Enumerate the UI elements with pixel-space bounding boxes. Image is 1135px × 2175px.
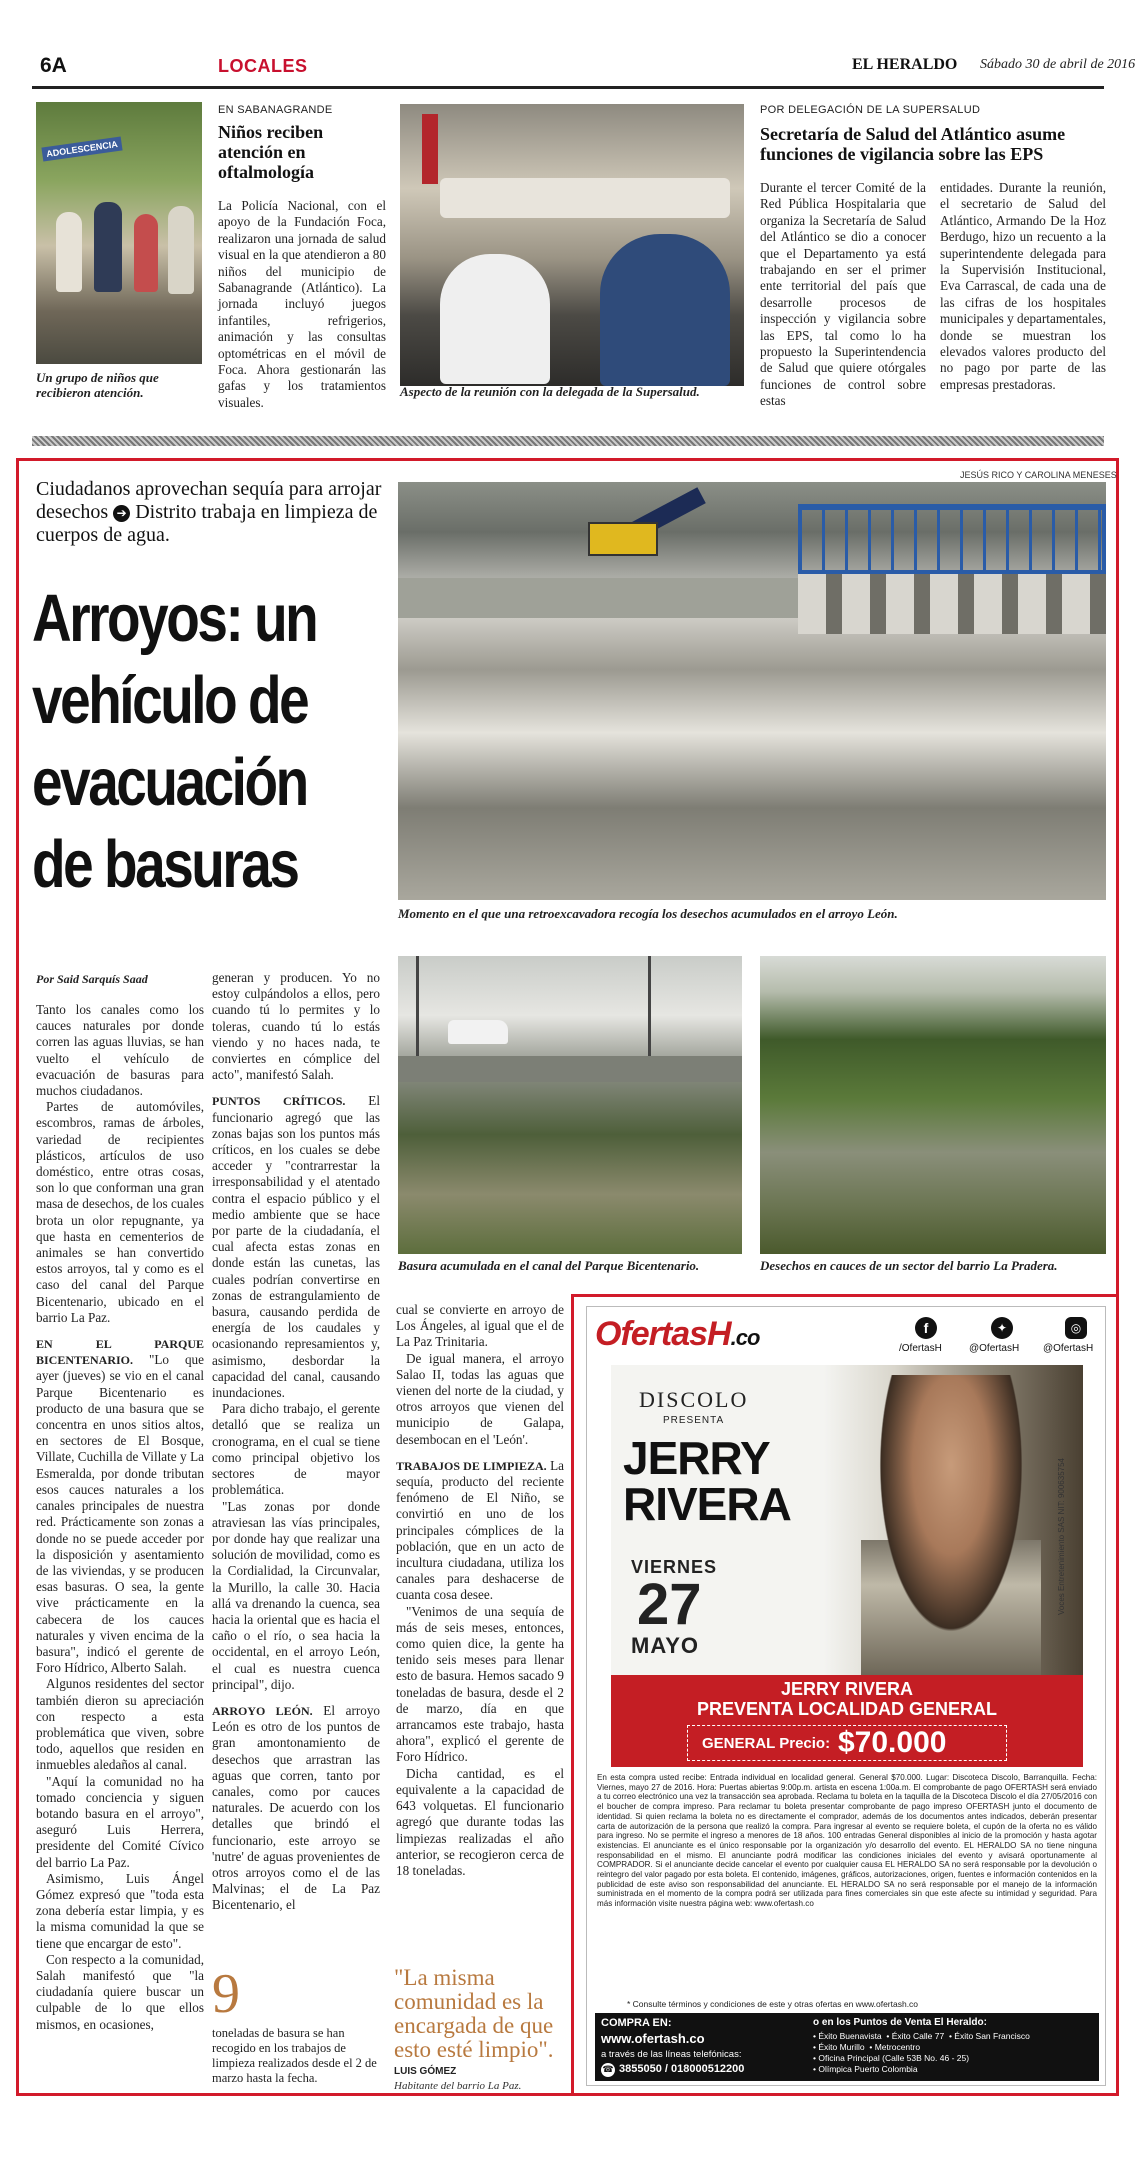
points-list xyxy=(813,2031,1093,2075)
quote-role: Habitante del barrio La Paz. xyxy=(394,2080,522,2092)
point-of-sale: • Éxito San Francisco xyxy=(948,2031,1030,2041)
paragraph xyxy=(396,1458,564,1604)
arrow-right-icon: ➔ xyxy=(113,505,130,522)
red-flag xyxy=(422,114,438,184)
utility-pole xyxy=(416,956,419,1056)
paragraph: Con respecto a la comunidad, Salah manifestó que "la ciudadanía quiere buscar un culpable de lo que ellos mismos, en ocasiones, xyxy=(36,1951,204,2032)
paragraph: Partes de automóviles, escombros, ramas de árboles, variedad de recipientes plásticos, artículos de uso doméstico, entre otras cosas, son lo que conforman una gran masa de desechos, de los cuales brota un olor repugnante, ya que hasta en cementerios de animales se han convertido estos arroyos, tal y como es el caso del canal del Parque Bicentenario, ubicado en el barrio La Paz. xyxy=(36,1099,204,1325)
artist-portrait xyxy=(861,1375,1041,1675)
phone-label: a través de las líneas telefónicas: xyxy=(601,2049,742,2060)
subhead: TRABAJOS DE LIMPIEZA. xyxy=(396,1458,547,1473)
article-column-2 xyxy=(212,970,380,1914)
paragraph xyxy=(36,1336,204,1676)
stat-text: toneladas de basura se han recogido en los trabajos de limpieza realizados desde el 2 de marzo hasta la fecha. xyxy=(212,2026,377,2085)
ofertash-ad[interactable] xyxy=(586,1306,1106,2086)
concrete-piers xyxy=(798,574,1106,634)
paragraph: "Las zonas por donde atraviesan las vías principales, por donde hay que realizar una solución de movilidad, como es la Cordialidad, la Circunvalar, la Murillo, la calle 30. Hacia allá va drenando la cuenca, sea hacia la oriental que es hacia el caño o el río, o sea hacia la occidental, en el arroyo León, el cual es nuestra cuenca principal", dijo. xyxy=(212,1498,380,1692)
paragraph: "Aquí la comunidad no ha tomado conciencia y siguen botando basura en el arroyo", aseguró Luis Herrera, presidente del Comité Cívico del barrio La Paz. xyxy=(36,1773,204,1870)
banner-artist: JERRY RIVERA xyxy=(780,1679,914,1699)
phone-icon: ☎ xyxy=(602,2065,614,2075)
paragraph: generan y producen. Yo no estoy culpándolos a ellos, pero cuando tú lo permites y lo toleras, cuando tú lo estás viendo y no haces nada, te conviertes en cómplice del acto", manifestó Salah. xyxy=(212,970,380,1083)
issue-date: Sábado 30 de abril de 2016 xyxy=(980,57,1135,72)
price-box xyxy=(687,1725,1007,1761)
paragraph xyxy=(212,1703,380,1914)
price-banner xyxy=(611,1675,1083,1767)
paragraph-text: El arroyo León es otro de los puntos de gran amontonamiento de desechos que arrastran las aguas que corren, tanto por canales, como por cauces naturales. De acuerdo con los detalles que brindó el funcionario, este arroyo se 'nutre' de aguas provenientes de otros arroyos como el de las Malvinas; el de La Paz Bicentenario, el xyxy=(212,1702,381,1913)
subhead: EN EL PARQUE BICENTENARIO. xyxy=(36,1337,204,1368)
person-white-shirt xyxy=(440,254,550,384)
paragraph: Para dicho trabajo, el gerente detalló que se realiza un cronograma, en el cual se tiene como principal objetivo los sectores de mayor problemática. xyxy=(212,1401,380,1498)
poster xyxy=(611,1365,1083,1675)
brief2-headline: Secretaría de Salud del Atlántico asume funciones de vigilancia sobre las EPS xyxy=(760,124,1066,164)
article-deck xyxy=(36,478,386,547)
quote-author: LUIS GÓMEZ xyxy=(394,2066,457,2077)
point-of-sale: • Metrocentro xyxy=(869,2042,921,2052)
brief1-body: La Policía Nacional, con el apoyo de la Fundación Foca, realizaron una jornada de salud visual en la que atendieron a 80 niños del municipio de Sabanagrande (Atlántico). La jornada incluyó juegos infantiles, refrigerios, animación y las consultas optométricas en el móvil de Foca. Ahora gestionarán las gafas y los tratamientos visuales. xyxy=(218,198,386,410)
deck-part2: Distrito trabaja en limpieza de cuerpos de agua. xyxy=(36,501,378,546)
price-value: $70.000 xyxy=(838,1726,947,1759)
canal-wall xyxy=(398,578,798,618)
excavator-photo-caption: Momento en el que una retroexcavadora recogía los desechos acumulados en el arroyo León. xyxy=(398,906,898,921)
point-of-sale: • Olímpica Puerto Colombia xyxy=(813,2064,918,2074)
paragraph: Algunos residentes del sector también dieron su apreciación con respecto a esta problemática que viven, sobre todo, aquellos que residen en inmuebles aledaños al canal. xyxy=(36,1676,204,1773)
price-label: GENERAL Precio: xyxy=(702,1735,831,1752)
paragraph: "Venimos de una sequía de más de seis meses, entonces, como quien dice, la gente ha tenido seis meses para llenar esto de basura. Hemos sacado 9 toneladas de basura, desde el 2 de marzo, día en que arrancamos este trabajo, hasta ahora", explicó el gerente de Foro Hídrico. xyxy=(396,1603,564,1765)
presenta-label: PRESENTA xyxy=(663,1415,725,1426)
brief2-col1: Durante el tercer Comité de la Red Pública Hospitalaria que organiza la Secretaría de Salud del Atlántico se dio a conocer que el Departamento ya está trabajando en ser el primer ente territorial del país que desarrolle procesos de inspección y vigilancia sobre las EPS, tal como lo ha propuesto la Superintendencia de Salud que quiere otórgales funciones de control sobre estas xyxy=(760,180,926,409)
artist-line-2: RIVERA xyxy=(623,1478,791,1530)
pull-quote: "La misma comunidad es la encargada de que esto esté limpio". xyxy=(394,1965,554,2062)
event-month: MAYO xyxy=(631,1633,699,1658)
paragraph: Tanto los canales como los cauces naturales por donde corren las aguas lluvias, se han vuelto el vehículo de evacuación de basuras para muchos ciudadanos. xyxy=(36,1002,204,1099)
ofertash-logo xyxy=(595,1315,759,1354)
point-of-sale: • Oficina Principal (Calle 53B No. 46 - 25) xyxy=(813,2053,970,2063)
terms-note: * Consulte términos y condiciones de este y otras ofertas en www.ofertash.co xyxy=(627,1999,919,2009)
phone-numbers[interactable]: 3855050 / 018000512200 xyxy=(619,2063,745,2075)
paragraph: cual se convierte en arroyo de Los Ángeles, al igual que el de La Paz Trinitaria. xyxy=(396,1302,564,1350)
kid-figure xyxy=(134,214,158,292)
brand-name: OfertasH xyxy=(595,1315,731,1353)
utility-pole xyxy=(648,956,651,1056)
byline: Por Said Sarquís Saad xyxy=(36,972,148,986)
fine-print: En esta compra usted recibe: Entrada individual en localidad general. General $70.000. Lugar: Discoteca Discolo, Barranquilla. Fecha: Viernes, mayo 27 de 2016. Hora: Puertas abiertas 9:00p.m. artista en escena 1:00a.m. El comprobante de pago OFERTASH será enviado a tu correo electrónico una vez la transacción sea aprobada. Reclama tu boleta en la taquilla de la Discoteca Discolo el día 27/05/2016 con el boucher de compra impreso. Para reclamar tu boleta presentar comprobante de pago impreso OFERTASH junto el documento de identidad. Si quien reclama la boleta no es directamente el comprador, además de los documentos antes indicados, deberán presentar carta de autorización de la persona que realizó la compra. Para ingresar al evento se requiere boleta, el cupón de la oferta no es válido para ingreso. No se permite el ingreso a menores de 18 años. 100 entradas General disponibles al inicio de la promoción y hasta agotar existencias. El anunciante es el único responsable por la organización y/o desarrollo del evento. EL HERALDO SA no tiene ninguna responsabilidad en el mismo. El anunciante podrá modificar las condiciones iniciales del evento y avisará oportunamente al COMPRADOR. Si el anunciante decide cancelar el evento por cualquier causa EL HERALDO SA no será responsable por la devolución o reintegro del valor pagado por esta boleta. El contenido, imágenes, gráficos, autorizaciones, origen, fuentes e información contenidos en la publicidad de este aviso son responsabilidad del anunciante. EL HERALDO SA no será responsable por el manejo de la información suministrada en el momento de la compra podrá ser utilizada para fines comerciales sin que este afecte su intimidad y seguridad. Para más información visite nuestra página web: www.ofertash.co xyxy=(597,1773,1097,1909)
kids-photo xyxy=(36,102,202,364)
banner-presale: PREVENTA LOCALIDAD GENERAL xyxy=(696,1699,997,1719)
event-weekday: VIERNES xyxy=(631,1557,718,1577)
pradera-photo xyxy=(760,956,1106,1254)
person-blue-vest xyxy=(600,234,730,386)
paragraph: Asimismo, Luis Ángel Gómez expresó que "toda esta zona debería estar limpia, y es la misma comunidad la que se tiene que encargar de esto". xyxy=(36,1870,204,1951)
banner-text: ADOLESCENCIA xyxy=(41,137,122,162)
stat-number: 9 xyxy=(212,1963,240,2025)
bicentenario-photo xyxy=(398,956,742,1254)
instagram-icon[interactable]: ◎ xyxy=(1065,1317,1087,1339)
kids-photo-caption: Un grupo de niños que recibieron atención. xyxy=(36,370,159,400)
social-handle-twitter[interactable]: @OfertasH xyxy=(969,1343,1020,1354)
paragraph: De igual manera, el arroyo Salao II, todas las aguas que vienen del norte de la ciudad, y otros arroyos que vienen del municipio de Galapa, desembocan en el 'León'. xyxy=(396,1350,564,1447)
brief1-kicker: EN SABANAGRANDE xyxy=(218,104,333,116)
meeting-photo xyxy=(400,104,744,386)
social-handle-facebook[interactable]: /OfertasH xyxy=(899,1343,942,1354)
purchase-footer xyxy=(595,2013,1099,2081)
masthead: EL HERALDO xyxy=(852,56,958,73)
excavator-body xyxy=(588,522,658,556)
venue-logo: DISCOLO xyxy=(639,1387,749,1412)
excavator-photo xyxy=(398,482,1106,900)
pradera-photo-caption: Desechos en cauces de un sector del barrio La Pradera. xyxy=(760,1258,1058,1273)
white-car xyxy=(448,1020,508,1044)
points-title: o en los Puntos de Venta El Heraldo: xyxy=(813,2017,987,2028)
website-link[interactable]: www.ofertash.co xyxy=(601,2031,705,2046)
bicentenario-photo-caption: Basura acumulada en el canal del Parque Bicentenario. xyxy=(398,1258,700,1273)
article-column-3 xyxy=(396,1302,564,1879)
kid-figure xyxy=(94,202,122,292)
kid-figure xyxy=(168,206,194,294)
brand-suffix: .co xyxy=(730,1325,760,1350)
paragraph xyxy=(212,1093,380,1401)
subhead: PUNTOS CRÍTICOS. xyxy=(212,1094,346,1109)
social-handle-instagram[interactable]: @OfertasH xyxy=(1043,1343,1094,1354)
brief2-kicker: POR DELEGACIÓN DE LA SUPERSALUD xyxy=(760,104,981,116)
buy-title: COMPRA EN: xyxy=(601,2017,672,2029)
kid-figure xyxy=(56,212,82,292)
event-day: 27 xyxy=(637,1572,702,1637)
brief2-col2: entidades. Durante la reunión, el secretario de Salud del Atlántico, Armando De la Hoz Berdugo, hizo un recuento a la superintendente delegada para la Supervisión Institucional, Eva Carrascal, de cada una de las cifras de los hospitales municipales y departamentales, donde se muestran los elevados valores producto del no pago por parte de las empresas prestadoras. xyxy=(940,180,1106,392)
brief1-headline: Niños reciben atención en oftalmología xyxy=(218,122,324,182)
twitter-icon[interactable]: ✦ xyxy=(991,1317,1013,1339)
paragraph: Dicha cantidad, es el equivalente a la capacidad de 643 volquetas. El funcionario agregó que durante todas las limpiezas realizadas el año anterior, se recogieron cerca de 18 toneladas. xyxy=(396,1765,564,1878)
section-divider xyxy=(32,436,1104,446)
point-of-sale: • Éxito Murillo xyxy=(813,2042,865,2052)
subhead: ARROYO LEÓN. xyxy=(212,1703,313,1718)
point-of-sale: • Éxito Calle 77 xyxy=(886,2031,945,2041)
artist-line-1: JERRY xyxy=(623,1432,770,1484)
table-shape xyxy=(440,178,730,218)
paragraph-text: La sequía, producto del reciente fenómeno de El Niño, se convirtió en uno de los principales cómplices de la población, que en un acto de incultura ciudadana, utiliza los canales para deshacerse de cuanta cosa desee. xyxy=(396,1457,564,1603)
paragraph-text: "Lo que ayer (jueves) se vio en el canal Parque Bicentenario es producto de una basura que se concentra en unos sitios altos, en sectores de El Bosque, Villate, Cuchilla de Villate y La Esmeralda, por donde tributan esos cauces naturales a los canales principales de nuestra red. Prácticamente son zonas a donde no se puede acceder por la disposición y asentamiento de las viviendas, y se producen esas basuras. O sea, la gente vive prácticamente en la cabecera de los cauces naturales y viven encima de la basura", indicó el gerente de Foro Hídrico, Alberto Salah. xyxy=(36,1352,205,1676)
section-label: LOCALES xyxy=(218,56,308,76)
header-rule xyxy=(32,86,1104,89)
point-of-sale: • Éxito Buenavista xyxy=(813,2031,882,2041)
article-headline: Arroyos: un vehículo de evacuación de basuras xyxy=(32,581,317,902)
organizer-side-text: Voces Entretenimiento SAS NIT: 900635754 xyxy=(1057,1458,1066,1615)
paragraph-text: El funcionario agregó que las zonas bajas son los puntos más críticos, en los cuales se debe acceder y "contrarrestar la irresponsabilidad y el atentado contra el espacio público y el medio ambiente que se hace por parte de la ciudadanía, el cual afecta estas zonas en donde están las cunetas, las cuales podrían convertirse en zonas de estrangulamiento de basura, causando perdida de energía de los caudales y ocasionando represamientos y, asimismo, desbordar la capacidad del canal, causando inundaciones. xyxy=(212,1093,380,1401)
deck-part1: Ciudadanos aprovechan sequía para arrojar desechos xyxy=(36,478,382,523)
meeting-photo-caption: Aspecto de la reunión con la delegada de la Supersalud. xyxy=(400,384,700,399)
facebook-icon[interactable]: f xyxy=(915,1317,937,1339)
page-number: 6A xyxy=(40,54,67,77)
photo-credit: JESÚS RICO Y CAROLINA MENESES xyxy=(960,470,1117,480)
bridge-structure xyxy=(798,504,1106,574)
bridge-deck xyxy=(398,1056,742,1082)
article-column-1 xyxy=(36,1002,204,2033)
page-header xyxy=(32,50,1135,84)
